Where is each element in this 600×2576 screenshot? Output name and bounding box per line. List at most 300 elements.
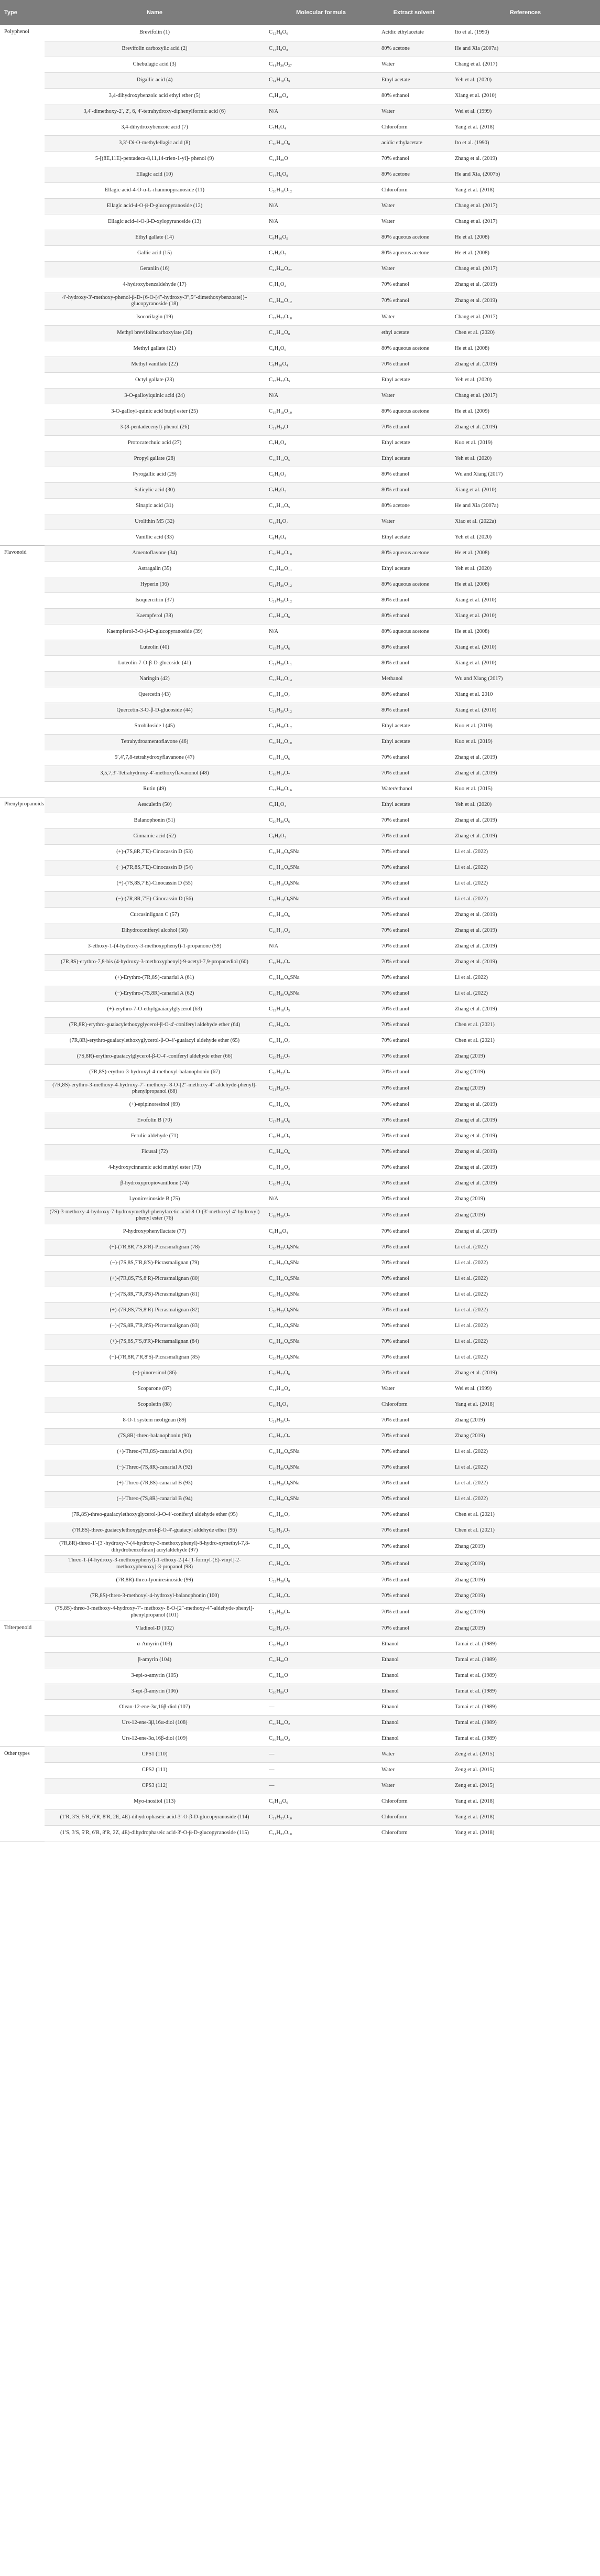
reference-cell: Zhang (2019) xyxy=(451,1064,600,1080)
table-row xyxy=(0,1460,600,1476)
compound-name-cell: Curcasinlignan C (57) xyxy=(45,907,265,923)
solvent-cell: Water xyxy=(377,104,451,120)
solvent-cell: 70% ethanol xyxy=(377,1240,451,1256)
table-row xyxy=(0,734,600,750)
reference-cell: Chang et al. (2017) xyxy=(451,309,600,325)
solvent-cell: Ethanol xyxy=(377,1684,451,1699)
solvent-cell: 70% ethanol xyxy=(377,1460,451,1476)
formula-cell: C₉H₁₀O₄ xyxy=(265,357,377,372)
compound-name-cell: 4-hydroxycinnamic acid methyl ester (73) xyxy=(45,1160,265,1176)
formula-cell: C₆H₆O₃ xyxy=(265,467,377,482)
table-row xyxy=(0,1636,600,1652)
solvent-cell: Acidic ethylacetate xyxy=(377,25,451,41)
formula-cell: N/A xyxy=(265,198,377,214)
compound-name-cell: Scoparone (87) xyxy=(45,1382,265,1397)
reference-cell: Tamai et al. (1989) xyxy=(451,1668,600,1684)
reference-cell: Li et al. (2022) xyxy=(451,1334,600,1350)
solvent-cell: Ethanol xyxy=(377,1731,451,1747)
compound-name-cell: Ferulic aldehyde (71) xyxy=(45,1128,265,1144)
table-row xyxy=(0,1825,600,1841)
table-row xyxy=(0,25,600,41)
reference-cell: Li et al. (2022) xyxy=(451,1271,600,1287)
solvent-cell: Ethanol xyxy=(377,1699,451,1715)
formula-cell: C₁₅H₁₂O₆ xyxy=(265,750,377,766)
formula-cell: C₂₀H₂₅O₉SNa xyxy=(265,1240,377,1256)
formula-cell: C₁₃H₈O₇ xyxy=(265,514,377,530)
table-row xyxy=(0,1017,600,1033)
formula-cell: C₁₅H₁₀O₇ xyxy=(265,687,377,703)
table-row xyxy=(0,592,600,608)
table-row xyxy=(0,1476,600,1492)
formula-cell: C₂₂H₂₈O₈ xyxy=(265,1572,377,1588)
formula-cell: C₂₁H₃₀O xyxy=(265,151,377,167)
table-row xyxy=(0,514,600,530)
formula-cell: C₇H₆O₄ xyxy=(265,435,377,451)
solvent-cell: 80% aqueous acetone xyxy=(377,230,451,245)
formula-cell: N/A xyxy=(265,104,377,120)
formula-cell: C₂₀H₂₂O₇ xyxy=(265,1588,377,1604)
formula-cell: C₇H₆O₂ xyxy=(265,277,377,293)
reference-cell: Tamai et al. (1989) xyxy=(451,1715,600,1731)
formula-cell: C₇H₆O₄ xyxy=(265,120,377,135)
table-row xyxy=(0,277,600,293)
reference-cell: Li et al. (2022) xyxy=(451,1287,600,1303)
formula-cell: N/A xyxy=(265,388,377,404)
table-row xyxy=(0,750,600,766)
compound-name-cell: Cinnamic acid (52) xyxy=(45,828,265,844)
reference-cell: Li et al. (2022) xyxy=(451,860,600,876)
reference-cell: Zeng et al. (2015) xyxy=(451,1762,600,1778)
reference-cell: Zhang (2019) xyxy=(451,1080,600,1097)
solvent-cell: 70% ethanol xyxy=(377,750,451,766)
compound-name-cell: Ellagic acid (10) xyxy=(45,167,265,182)
table-row xyxy=(0,482,600,498)
solvent-cell: Ethyl acetate xyxy=(377,435,451,451)
formula-cell: C₂₀H₂₅O₉SNa xyxy=(265,1256,377,1271)
formula-cell: C₁₀H₁₂O₅ xyxy=(265,451,377,467)
solvent-cell: 70% ethanol xyxy=(377,813,451,828)
formula-cell: C₂₁H₂₀O₁₂ xyxy=(265,577,377,592)
compound-name-cell: (+)-Erythro-(7R,8S)-canarial A (61) xyxy=(45,970,265,986)
solvent-cell: 70% ethanol xyxy=(377,1303,451,1319)
formula-cell: C₁₂H₈O₆ xyxy=(265,25,377,41)
solvent-cell: 70% ethanol xyxy=(377,1128,451,1144)
table-row xyxy=(0,1668,600,1684)
solvent-cell: 80% ethanol xyxy=(377,482,451,498)
compound-name-cell: (7S,8R)-threo-balanophonin (90) xyxy=(45,1429,265,1445)
compound-name-cell: (−)-(7S,8R,7′R,8′S)-Picrasmalignan (81) xyxy=(45,1287,265,1303)
solvent-cell: Water xyxy=(377,57,451,72)
table-row xyxy=(0,135,600,151)
formula-cell: — xyxy=(265,1747,377,1762)
reference-cell: Zhang et al. (2019) xyxy=(451,766,600,781)
formula-cell: C₂₀H₁₆O₁₂ xyxy=(265,182,377,198)
table-row xyxy=(0,923,600,939)
reference-cell: Zhang (2019) xyxy=(451,1049,600,1064)
formula-cell: — xyxy=(265,1699,377,1715)
compound-name-cell: 4′-hydroxy-3′-methoxy-phenol-β-D-{6-O-[4″-hydroxy-3″,5″-dimethoxybenzoate]}-glucopyranoside (18) xyxy=(45,293,265,309)
table-row xyxy=(0,577,600,592)
reference-cell: Chen et al. (2020) xyxy=(451,325,600,341)
formula-cell: C₁₉H₁₉O₉SNa xyxy=(265,876,377,891)
compound-name-cell: Vladinol-D (102) xyxy=(45,1621,265,1636)
solvent-cell: 70% ethanol xyxy=(377,1224,451,1240)
compound-name-cell: Tetrahydroamentoflavone (46) xyxy=(45,734,265,750)
group-type-cell: Polyphenol xyxy=(0,25,45,545)
compound-name-cell: (+)-erythro-7-O-ethylguaiacylglycerol (63) xyxy=(45,1001,265,1017)
compound-name-cell: (−)-(7R,8S,7′E)-Cinocassin D (54) xyxy=(45,860,265,876)
solvent-cell: 70% ethanol xyxy=(377,1588,451,1604)
solvent-cell: 70% ethanol xyxy=(377,766,451,781)
compound-name-cell: Hyperin (36) xyxy=(45,577,265,592)
table-row xyxy=(0,1715,600,1731)
solvent-cell: Chloroform xyxy=(377,1794,451,1809)
compound-name-cell: P-hydroxyphenyllactate (77) xyxy=(45,1224,265,1240)
reference-cell: Yang et al. (2018) xyxy=(451,1794,600,1809)
solvent-cell: Chloroform xyxy=(377,1397,451,1413)
reference-cell: Zhang et al. (2019) xyxy=(451,277,600,293)
solvent-cell: 70% ethanol xyxy=(377,1144,451,1160)
formula-cell: C₂₀H₂₂O₇ xyxy=(265,1049,377,1064)
compound-name-cell: (−)-Erythro-(7S,8R)-canarial A (62) xyxy=(45,986,265,1001)
compound-name-cell: Chebulagic acid (3) xyxy=(45,57,265,72)
table-row xyxy=(0,1240,600,1256)
reference-cell: Li et al. (2022) xyxy=(451,1350,600,1366)
formula-cell: C₁₉H₂₀O₉SNa xyxy=(265,1445,377,1460)
table-row xyxy=(0,151,600,167)
reference-cell: Li et al. (2022) xyxy=(451,844,600,860)
compound-name-cell: CPS2 (111) xyxy=(45,1762,265,1778)
reference-cell: Yang et al. (2018) xyxy=(451,1397,600,1413)
reference-cell: Zhang et al. (2019) xyxy=(451,1144,600,1160)
table-row xyxy=(0,1684,600,1699)
compound-name-cell: Brevifolin (1) xyxy=(45,25,265,41)
formula-cell: C₂₁H₂₀O₁₁ xyxy=(265,655,377,671)
compound-name-cell: (+)-(7S,8S,7′E)-Cinocassin D (55) xyxy=(45,876,265,891)
table-row xyxy=(0,372,600,388)
reference-cell: Li et al. (2022) xyxy=(451,876,600,891)
formula-cell: C₁₉H₂₀O₉SNa xyxy=(265,986,377,1001)
table-row xyxy=(0,1350,600,1366)
compound-name-cell: (7R,8R)-threo-lyoniresinoside (99) xyxy=(45,1572,265,1588)
solvent-cell: 70% ethanol xyxy=(377,1350,451,1366)
reference-cell: Yang et al. (2018) xyxy=(451,120,600,135)
formula-cell: C₁₉H₂₀O₉SNa xyxy=(265,970,377,986)
formula-cell: C₁₆H₁₄O₇ xyxy=(265,766,377,781)
reference-cell: Xiang et al. (2010) xyxy=(451,482,600,498)
solvent-cell: 70% ethanol xyxy=(377,1017,451,1033)
table-row xyxy=(0,57,600,72)
reference-cell: Zhang et al. (2019) xyxy=(451,954,600,970)
reference-cell: Chang et al. (2017) xyxy=(451,214,600,230)
reference-cell: Zhang et al. (2019) xyxy=(451,907,600,923)
reference-cell: Wu and Xiang (2017) xyxy=(451,467,600,482)
compound-name-cell: Amentoflavone (34) xyxy=(45,545,265,561)
formula-cell: C₁₄H₁₀O₈ xyxy=(265,325,377,341)
compound-name-cell: CPS3 (112) xyxy=(45,1778,265,1794)
solvent-cell: 80% ethanol xyxy=(377,88,451,104)
reference-cell: Xiang et al. (2010) xyxy=(451,640,600,655)
reference-cell: Xiang et al. (2010) xyxy=(451,655,600,671)
compound-name-cell: Ellagic acid-4-O-β-D-glucopyranoside (12) xyxy=(45,198,265,214)
compound-name-cell: (7S,8S)-threo-3-methoxy-4-hydroxy-7′- methoxy- 8-O-[2″-methoxy-4″-aldehyde-phenyl]-phenylpropanol (101) xyxy=(45,1604,265,1621)
formula-cell: C₄₁H₃₀O₂₇ xyxy=(265,57,377,72)
formula-cell: C₁₉H₂₂O₇ xyxy=(265,954,377,970)
compound-name-cell: (−)-(7S,8S,7′R,8′S)-Picrasmalignan (79) xyxy=(45,1256,265,1271)
formula-cell: C₁₉H₂₀O₉SNa xyxy=(265,1460,377,1476)
table-row xyxy=(0,939,600,954)
compound-name-cell: (7R,8S)-erythro-3-hydroxyl-4-methoxyl-balanophonin (67) xyxy=(45,1064,265,1080)
solvent-cell: Ethanol xyxy=(377,1668,451,1684)
table-row xyxy=(0,1523,600,1539)
reference-cell: Yeh et al. (2020) xyxy=(451,451,600,467)
solvent-cell: Ethanol xyxy=(377,1652,451,1668)
formula-cell: C₂₀H₂₀O₆ xyxy=(265,813,377,828)
solvent-cell: 70% ethanol xyxy=(377,1049,451,1064)
solvent-cell: 80% acetone xyxy=(377,167,451,182)
reference-cell: Zhang (2019) xyxy=(451,1539,600,1556)
solvent-cell: 70% ethanol xyxy=(377,970,451,986)
formula-cell: C₁₉H₁₉O₉SNa xyxy=(265,891,377,907)
table-row xyxy=(0,293,600,309)
formula-cell: C₂₀H₂₅O₉SNa xyxy=(265,1287,377,1303)
formula-cell: N/A xyxy=(265,624,377,640)
table-row xyxy=(0,230,600,245)
solvent-cell: Ethyl acetate xyxy=(377,718,451,734)
solvent-cell: 70% ethanol xyxy=(377,419,451,435)
solvent-cell: 70% ethanol xyxy=(377,1604,451,1621)
reference-cell: Yeh et al. (2020) xyxy=(451,561,600,577)
reference-cell: Tamai et al. (1989) xyxy=(451,1652,600,1668)
reference-cell: Zhang et al. (2019) xyxy=(451,1113,600,1128)
compound-name-cell: Kaempferol (38) xyxy=(45,608,265,624)
compound-name-cell: (1′S, 3′S, 5′R, 6′R, 8′R, 2Z, 4E)-dihydrophaseic acid-3′-O-β-D-glucopyranoside (115) xyxy=(45,1825,265,1841)
formula-cell: C₂₁H₂₆O₇ xyxy=(265,1413,377,1429)
table-row xyxy=(0,1224,600,1240)
table-row xyxy=(0,41,600,57)
solvent-cell: Chloroform xyxy=(377,182,451,198)
header-row xyxy=(0,0,600,25)
table-row xyxy=(0,404,600,419)
reference-cell: Tamai et al. (1989) xyxy=(451,1636,600,1652)
reference-cell: Chen et al. (2021) xyxy=(451,1017,600,1033)
reference-cell: Li et al. (2022) xyxy=(451,1445,600,1460)
solvent-cell: 80% aqueous acetone xyxy=(377,545,451,561)
table-row xyxy=(0,1572,600,1588)
reference-cell: Zhang (2019) xyxy=(451,1621,600,1636)
solvent-cell: Ethyl acetate xyxy=(377,530,451,545)
header-type: Type xyxy=(0,0,45,25)
formula-cell: C₁₇H₁₈O₆ xyxy=(265,1113,377,1128)
formula-cell: C₁₅H₂₂O₅ xyxy=(265,372,377,388)
formula-cell: C₂₀H₂₀O₆ xyxy=(265,1144,377,1160)
formula-cell: C₁₀H₁₀O₃ xyxy=(265,1128,377,1144)
formula-cell: C₃₀H₅₀O xyxy=(265,1652,377,1668)
table-row xyxy=(0,1271,600,1287)
formula-cell: C₂₁H₂₀O₁₂ xyxy=(265,718,377,734)
formula-cell: C₉H₁₀O₅ xyxy=(265,230,377,245)
table-row xyxy=(0,1731,600,1747)
compound-name-cell: Methyl gallate (21) xyxy=(45,341,265,357)
formula-cell: N/A xyxy=(265,939,377,954)
compound-name-cell: Aesculetin (50) xyxy=(45,797,265,813)
formula-cell: C₈H₈O₄ xyxy=(265,530,377,545)
formula-cell: C₂₂H₂₆O₇ xyxy=(265,1017,377,1033)
formula-cell: C₉H₈O₂ xyxy=(265,828,377,844)
compound-name-cell: (7R,8S)-threo-guaiacylethoxyglycerol-β-O-4′-guaiacyl aldehyde ether (96) xyxy=(45,1523,265,1539)
table-row xyxy=(0,1033,600,1049)
table-row xyxy=(0,309,600,325)
table-row xyxy=(0,766,600,781)
formula-cell: C₂₁H₂₀O₁₂ xyxy=(265,592,377,608)
compound-name-cell: Sinapic acid (31) xyxy=(45,498,265,514)
formula-cell: C₂₇H₃₀O₁₆ xyxy=(265,781,377,797)
table-row xyxy=(0,419,600,435)
formula-cell: C₉H₁₀O₄ xyxy=(265,88,377,104)
compound-name-cell: (7R,8R)-threo-1′-[3′-hydroxy-7-(4-hydroxy-3-methoxyphenyl)-8-hydro-xymethyl-7,8-dihydrobenzofuran] acrylaldehyde (97) xyxy=(45,1539,265,1556)
compound-name-cell: 5-[(8E,11E)-pentadeca-8,11,14-trien-1-yl]- phenol (9) xyxy=(45,151,265,167)
formula-cell: C₂₀H₂₄O₇ xyxy=(265,1523,377,1539)
reference-cell: Li et al. (2022) xyxy=(451,986,600,1001)
reference-cell: Li et al. (2022) xyxy=(451,1476,600,1492)
reference-cell: Yeh et al. (2020) xyxy=(451,530,600,545)
solvent-cell: Water xyxy=(377,261,451,277)
table-row xyxy=(0,1144,600,1160)
compound-name-cell: Dihydroconiferyl alcohol (58) xyxy=(45,923,265,939)
compound-name-cell: Pyrogallic acid (29) xyxy=(45,467,265,482)
solvent-cell: Water xyxy=(377,1778,451,1794)
solvent-cell: 70% ethanol xyxy=(377,1271,451,1287)
solvent-cell: 70% ethanol xyxy=(377,939,451,954)
compound-name-cell: β-hydroxypropiovanillone (74) xyxy=(45,1176,265,1191)
formula-cell: C₈H₈O₅ xyxy=(265,341,377,357)
solvent-cell: Ethyl acetate xyxy=(377,734,451,750)
compound-name-cell: Strobiloside I (45) xyxy=(45,718,265,734)
formula-cell: C₁₆H₁₀O₈ xyxy=(265,135,377,151)
reference-cell: Xiang et al. (2010) xyxy=(451,608,600,624)
solvent-cell: 80% aqueous acetone xyxy=(377,624,451,640)
reference-cell: Xiang et al. (2010) xyxy=(451,703,600,718)
compound-name-cell: Salicylic acid (30) xyxy=(45,482,265,498)
compound-name-cell: Brevifolin carboxylic acid (2) xyxy=(45,41,265,57)
formula-cell: C₂₁H₃₄O xyxy=(265,419,377,435)
reference-cell: Zhang (2019) xyxy=(451,1413,600,1429)
reference-cell: He et al. (2008) xyxy=(451,577,600,592)
reference-cell: Zhang (2019) xyxy=(451,1572,600,1588)
solvent-cell: 70% ethanol xyxy=(377,1476,451,1492)
table-row xyxy=(0,167,600,182)
compound-name-cell: (7R,8S)-erythro-7,8-bis (4-hydroxy-3-methoxyphenyl)-9-acetyl-7,9-propanediol (60) xyxy=(45,954,265,970)
reference-cell: Chen et al. (2021) xyxy=(451,1507,600,1523)
table-row xyxy=(0,214,600,230)
compound-name-cell: Isoquercitrin (37) xyxy=(45,592,265,608)
formula-cell: C₂₀H₂₅O₉SNa xyxy=(265,1319,377,1334)
compound-name-cell: (+)-(7S,8R,7′E)-Cinocassin D (53) xyxy=(45,844,265,860)
table-row xyxy=(0,435,600,451)
reference-cell: Kuo et al. (2015) xyxy=(451,781,600,797)
compound-name-cell: Gallic acid (15) xyxy=(45,245,265,261)
table-row xyxy=(0,1097,600,1113)
reference-cell: Zhang (2019) xyxy=(451,1556,600,1572)
solvent-cell: 70% ethanol xyxy=(377,1492,451,1507)
reference-cell: Li et al. (2022) xyxy=(451,970,600,986)
formula-cell: C₂₂H₂₆O₇ xyxy=(265,1507,377,1523)
reference-cell: Chen et al. (2021) xyxy=(451,1033,600,1049)
compound-name-cell: Protocatechuic acid (27) xyxy=(45,435,265,451)
solvent-cell: 70% ethanol xyxy=(377,1445,451,1460)
formula-cell: C₁₅H₁₀O₆ xyxy=(265,608,377,624)
reference-cell: Ito et al. (1990) xyxy=(451,135,600,151)
formula-cell: C₂₀H₂₅O₉SNa xyxy=(265,1303,377,1319)
solvent-cell: 70% ethanol xyxy=(377,1097,451,1113)
table-row xyxy=(0,1507,600,1523)
solvent-cell: 80% ethanol xyxy=(377,467,451,482)
compound-name-cell: β-amyrin (104) xyxy=(45,1652,265,1668)
compound-name-cell: Urs-12-ene-3α,16β-diol (109) xyxy=(45,1731,265,1747)
compound-name-cell: Naringin (42) xyxy=(45,671,265,687)
formula-cell: C₉H₆O₄ xyxy=(265,797,377,813)
solvent-cell: 80% ethanol xyxy=(377,703,451,718)
compound-name-cell: (+)-(7R,8R,7′S,8′R)-Picrasmalignan (78) xyxy=(45,1240,265,1256)
table-row xyxy=(0,844,600,860)
solvent-cell: 70% ethanol xyxy=(377,891,451,907)
formula-cell: C₇H₆O₃ xyxy=(265,482,377,498)
table-row xyxy=(0,104,600,120)
formula-cell: C₂₁H₂₆O₇ xyxy=(265,1604,377,1621)
solvent-cell: 70% ethanol xyxy=(377,1287,451,1303)
compound-name-cell: Ellagic acid-4-O-α-L-rhamnopyranoside (11) xyxy=(45,182,265,198)
compound-name-cell: 3-epi-β-amyrin (106) xyxy=(45,1684,265,1699)
solvent-cell: Water xyxy=(377,1382,451,1397)
solvent-cell: 70% ethanol xyxy=(377,1334,451,1350)
formula-cell: C₁₉H₁₈O₆ xyxy=(265,1539,377,1556)
reference-cell: Yeh et al. (2020) xyxy=(451,72,600,88)
table-row xyxy=(0,1539,600,1556)
formula-cell: C₁₉H₂₀O₉SNa xyxy=(265,1476,377,1492)
compound-name-cell: (7R,8S)-threo-3-methoxyl-4-hydroxyl-balanophonin (100) xyxy=(45,1588,265,1604)
header-references: References xyxy=(451,0,600,25)
table-row xyxy=(0,1588,600,1604)
reference-cell: Zhang et al. (2019) xyxy=(451,1366,600,1382)
formula-cell: C₂₀H₂₂O₇ xyxy=(265,1064,377,1080)
group-type-cell: Flavonoid xyxy=(0,545,45,797)
table-row xyxy=(0,1382,600,1397)
reference-cell: Kuo et al. (2019) xyxy=(451,734,600,750)
solvent-cell: Ethanol xyxy=(377,1636,451,1652)
compound-name-cell: (+)-Threo-(7R,8S)-canarial B (93) xyxy=(45,1476,265,1492)
formula-cell: C₂₁H₃₂O₁₀ xyxy=(265,1809,377,1825)
solvent-cell: 70% ethanol xyxy=(377,1556,451,1572)
formula-cell: C₁₈H₂₀O₇ xyxy=(265,1207,377,1224)
formula-cell: C₃₀H₁₈O₁₀ xyxy=(265,545,377,561)
compound-name-cell: Astragalin (35) xyxy=(45,561,265,577)
reference-cell: Zhang et al. (2019) xyxy=(451,1128,600,1144)
compound-name-cell: 3-O-galloyl-quinic acid butyl ester (25) xyxy=(45,404,265,419)
solvent-cell: 70% ethanol xyxy=(377,1523,451,1539)
formula-cell: N/A xyxy=(265,214,377,230)
reference-cell: Yeh et al. (2020) xyxy=(451,797,600,813)
table-row xyxy=(0,687,600,703)
reference-cell: Ito et al. (1990) xyxy=(451,25,600,41)
formula-cell: C₃₀H₅₀O xyxy=(265,1684,377,1699)
compound-name-cell: Isocorilagin (19) xyxy=(45,309,265,325)
solvent-cell: 70% ethanol xyxy=(377,844,451,860)
solvent-cell: 70% ethanol xyxy=(377,923,451,939)
formula-cell: C₃₀H₅₀O xyxy=(265,1668,377,1684)
compound-name-cell: (+)-Threo-(7R,8S)-canarial A (91) xyxy=(45,1445,265,1460)
solvent-cell: 70% ethanol xyxy=(377,1113,451,1128)
formula-cell: C₃₀H₅₀O₂ xyxy=(265,1731,377,1747)
